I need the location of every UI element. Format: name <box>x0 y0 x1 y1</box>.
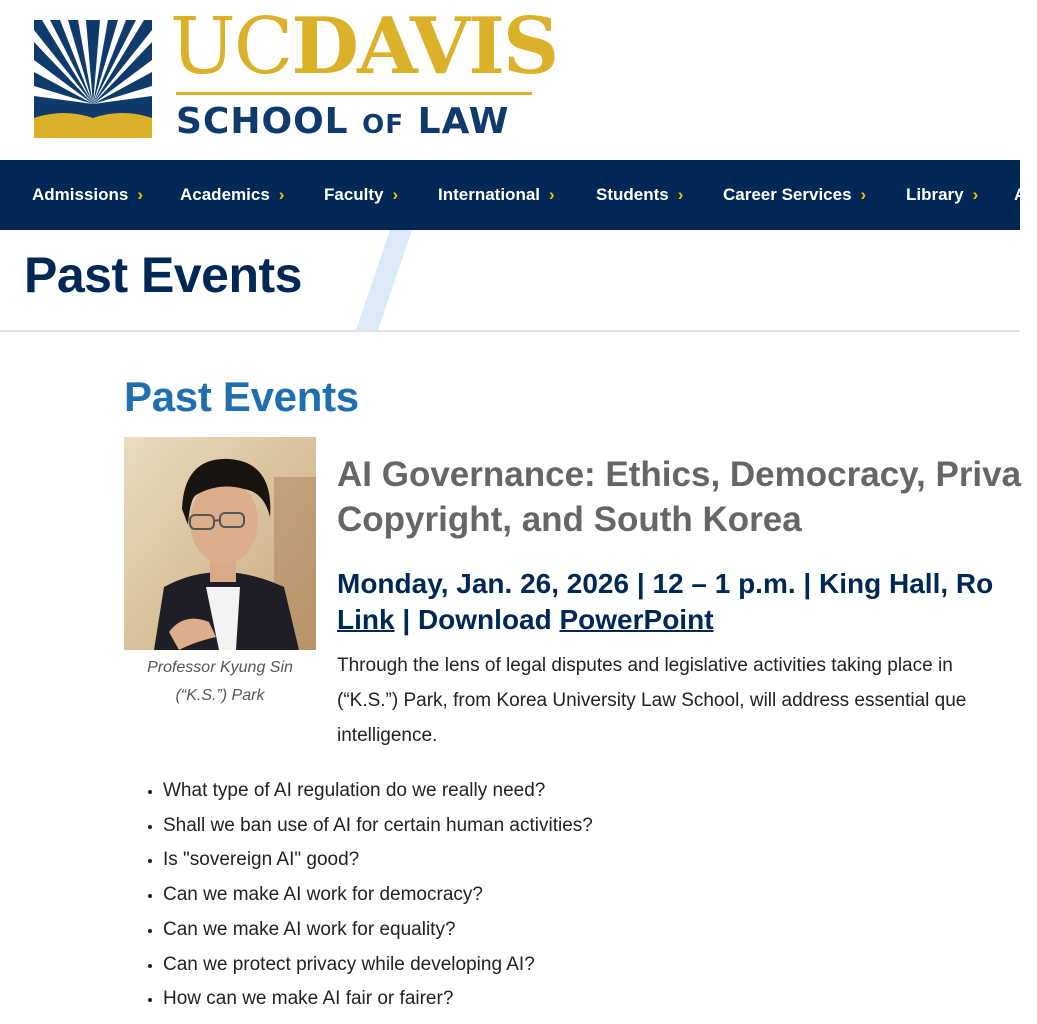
list-item: • Can we make AI work for equality? <box>163 913 593 948</box>
nav-item-library[interactable] <box>906 160 978 230</box>
nav-item-label: Academics <box>180 185 270 204</box>
chevron-right-icon: › <box>549 185 555 204</box>
list-item: • Shall we ban use of AI for certain human activities? <box>163 809 593 844</box>
list-item: • What type of AI regulation do we really need? <box>163 774 593 809</box>
nav-item-label: Admissions <box>32 185 129 204</box>
event-links <box>337 602 993 638</box>
nav-item-students[interactable] <box>596 160 683 230</box>
chevron-right-icon: › <box>392 185 399 204</box>
nav-item-faculty[interactable] <box>324 160 398 230</box>
list-item: • Can we protect privacy while developing AI? <box>163 948 593 983</box>
uc-davis-sunburst-logo-icon[interactable] <box>34 20 152 138</box>
photo-caption-line: (“K.S.”) Park <box>175 687 265 704</box>
nav-item-label: A <box>1014 185 1027 204</box>
speaker-photo <box>124 437 316 650</box>
photo-caption-line: Professor Kyung Sin <box>147 659 293 676</box>
event-title-line: Copyright, and South Korea <box>337 500 802 539</box>
nav-item-label: International <box>438 185 541 204</box>
chevron-right-icon: › <box>860 185 867 204</box>
nav-item-label: Faculty <box>324 185 384 204</box>
photo-caption <box>124 654 316 710</box>
event-title <box>337 452 1037 542</box>
nav-item-admissions[interactable] <box>32 160 143 230</box>
event-link[interactable]: Link <box>337 604 395 635</box>
logo-davis-text: DAVIS <box>291 1 558 92</box>
logo-divider <box>176 92 532 95</box>
event-links-separator: | Download <box>394 604 560 635</box>
event-title-line: AI Governance: Ethics, Democracy, Priva <box>337 455 1022 494</box>
list-item: • How can we make AI fair or fairer? <box>163 982 593 1017</box>
list-item: • Is "sovereign AI" good? <box>163 843 593 878</box>
logo-wordmark-ucdavis[interactable] <box>170 1 558 92</box>
event-description <box>337 648 1037 753</box>
logo-law-text: LAW <box>417 101 510 142</box>
chevron-right-icon: › <box>137 185 144 204</box>
logo-uc-text: UC <box>170 2 292 92</box>
download-powerpoint-link[interactable]: PowerPoint <box>559 604 714 635</box>
chevron-right-icon: › <box>278 185 285 204</box>
event-meta <box>337 566 993 638</box>
nav-item-label: Career Services <box>723 185 852 204</box>
section-heading: Past Events <box>124 373 359 420</box>
nav-item-truncated[interactable] <box>1014 160 1026 230</box>
nav-item-academics[interactable] <box>180 160 284 230</box>
page-title: Past Events <box>24 247 302 303</box>
chevron-right-icon: › <box>677 185 684 204</box>
nav-item-label: Library <box>906 185 964 204</box>
nav-item-label: Students <box>596 185 669 204</box>
event-date-time-location: Monday, Jan. 26, 2026 | 12 – 1 p.m. | King Hall, Ro <box>337 568 994 599</box>
page-banner <box>0 230 1020 332</box>
logo-school-of-law[interactable] <box>176 101 510 142</box>
site-header <box>0 0 1020 160</box>
nav-item-career-services[interactable] <box>723 160 866 230</box>
chevron-right-icon: › <box>972 185 979 204</box>
event-description-line: intelligence. <box>337 725 438 746</box>
logo-of-text: OF <box>362 110 405 140</box>
logo-school-text: SCHOOL <box>176 101 349 142</box>
banner-stripe-decoration <box>350 230 420 330</box>
list-item: • Can we make AI work for democracy? <box>163 878 593 913</box>
main-navigation <box>0 160 1027 230</box>
questions-list <box>138 774 593 1017</box>
event-description-line: Through the lens of legal disputes and legislative activities taking place in <box>337 655 953 676</box>
event-description-line: (“K.S.”) Park, from Korea University Law School, will address essential que <box>337 690 967 711</box>
nav-item-international[interactable] <box>438 160 555 230</box>
